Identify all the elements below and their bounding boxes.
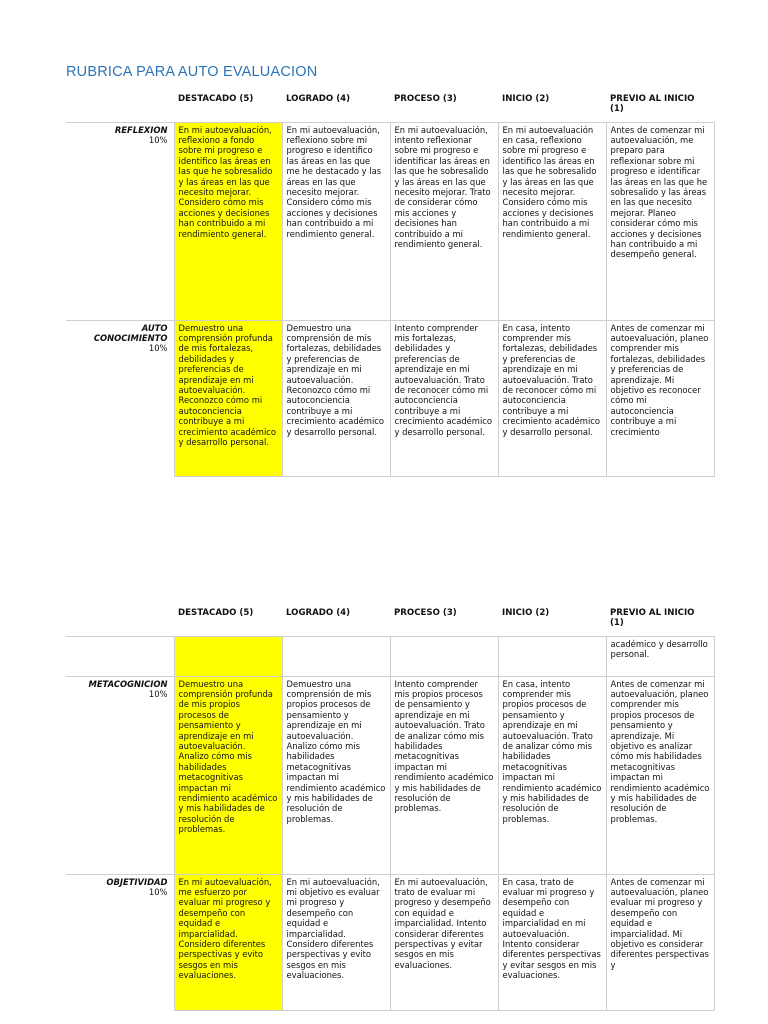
cell-previo: académico y desarrollo personal. [606, 636, 714, 676]
cell-proceso: En mi autoevaluación, trato de evaluar mi progreso y desempeño con equidad e imparcialidad. Intento considerar diferentes perspectivas y evitar sesgos en mis evaluaciones. [390, 874, 498, 1010]
header-row [66, 94, 714, 122]
criterion-name: REFLEXION [114, 124, 168, 135]
criterion-header [66, 608, 174, 636]
header-previo: PREVIO AL INICIO (1) [610, 94, 695, 114]
criterion-weight: 10% [148, 688, 168, 699]
row-reflexion [66, 122, 714, 320]
criterion-name: METACOGNICION [88, 678, 168, 689]
cell-previo: Antes de comenzar mi autoevaluación, me preparo para reflexionar sobre mi progreso e identificar las áreas en las que he sobresalido y las áreas en las que necesito mejorar. Planeo considerar cómo mis acciones y decisiones han contribuido a mi desempeño general. [606, 122, 714, 320]
cell-logrado: Demuestro una comprensión de mis fortalezas, debilidades y preferencias de aprendizaje en mi autoevaluación. Reconozco cómo mi autoconciencia contribuye a mi crecimiento académico y desarrollo personal. [282, 320, 390, 476]
cell-logrado: En mi autoevaluación, mi objetivo es evaluar mi progreso y desempeño con equidad e imparcialidad. Considero diferentes perspectivas y evito sesgos en mis evaluaciones. [282, 874, 390, 1010]
criterion-name: AUTO CONOCIMIENTO [93, 322, 168, 343]
row-continuation [66, 636, 714, 676]
cell-destacado: En mi autoevaluación, reflexiono a fondo sobre mi progreso e identifico las áreas en las que he sobresalido y las áreas en las que necesito mejorar. Considero cómo mis acciones y decisiones han contribuido a mi rendimiento general. [174, 122, 282, 320]
header-row [66, 608, 714, 636]
cell-proceso: Intento comprender mis fortalezas, debilidades y preferencias de aprendizaje en mi autoevaluación. Trato de reconocer cómo mi autoconciencia contribuye a mi crecimiento académico y desarrollo personal. [390, 320, 498, 476]
criterion-weight: 10% [148, 886, 168, 897]
header-inicio: INICIO (2) [502, 94, 550, 104]
cell-proceso: En mi autoevaluación, intento reflexionar sobre mi progreso e identificar las áreas en las que he sobresalido y las áreas en las que necesito mejorar. Trato de considerar cómo mis acciones y decisiones han contribuido a mi rendimiento general. [390, 122, 498, 320]
criterion-name: OBJETIVIDAD [106, 876, 168, 887]
document-title: RUBRICA PARA AUTO EVALUACION [66, 64, 318, 80]
criterion-cell [66, 320, 174, 476]
criterion-weight: 10% [148, 134, 168, 145]
cell-logrado [282, 636, 390, 676]
cell-destacado: Demuestro una comprensión profunda de mis fortalezas, debilidades y preferencias de aprendizaje en mi autoevaluación. Reconozco cómo mi autoconciencia contribuye a mi crecimiento académico y desarrollo personal. [174, 320, 282, 476]
header-previo: PREVIO AL INICIO (1) [610, 608, 695, 628]
criterion-cell [66, 636, 174, 676]
cell-inicio: En mi autoevaluación en casa, reflexiono sobre mi progreso e identifico las áreas en las que he sobresalido y las áreas en las que necesito mejorar. Considero cómo mis acciones y decisiones han contribuido a mi rendimiento general. [498, 122, 606, 320]
cell-inicio: En casa, intento comprender mis fortalezas, debilidades y preferencias de aprendizaje en mi autoevaluación. Trato de reconocer cómo mi autoconciencia contribuye a mi crecimiento académico y desarrollo personal. [498, 320, 606, 476]
header-destacado: DESTACADO (5) [178, 94, 254, 104]
criterion-header [66, 94, 174, 122]
cell-destacado: Demuestro una comprensión profunda de mis propios procesos de pensamiento y aprendizaje en mi autoevaluación. Analizo cómo mis habilidades metacognitivas impactan mi rendimiento académico y mis habilidades de resolución de problemas. [174, 676, 282, 874]
cell-logrado: En mi autoevaluación, reflexiono sobre mi progreso e identifico las áreas en las que me he destacado y las áreas en las que necesito mejorar. Considero cómo mis acciones y decisiones han contribuido a mi rendimiento general. [282, 122, 390, 320]
criterion-weight: 10% [148, 343, 168, 354]
cell-previo: Antes de comenzar mi autoevaluación, planeo comprender mis fortalezas, debilidades y preferencias de aprendizaje. Mi objetivo es reconocer cómo mi autoconciencia contribuye a mi crecimiento [606, 320, 714, 476]
header-destacado: DESTACADO (5) [178, 608, 254, 618]
cell-logrado: Demuestro una comprensión de mis propios procesos de pensamiento y aprendizaje en mi autoevaluación. Analizo cómo mis habilidades metacognitivas impactan mi rendimiento académico y mis habilidades de resolución de problemas. [282, 676, 390, 874]
header-logrado: LOGRADO (4) [286, 94, 351, 104]
header-logrado: LOGRADO (4) [286, 608, 351, 618]
cell-inicio: En casa, intento comprender mis propios procesos de pensamiento y aprendizaje en mi autoevaluación. Trato de analizar cómo mis habilidades metacognitivas impactan mi rendimiento académico y mis habilidades de resolución de problemas. [498, 676, 606, 874]
header-proceso: PROCESO (3) [394, 608, 457, 618]
cell-proceso: Intento comprender mis propios procesos de pensamiento y aprendizaje en mi autoevaluación. Trato de analizar cómo mis habilidades metacognitivas impactan mi rendimiento académico y mis habilidades de resolución de problemas. [390, 676, 498, 874]
cell-proceso [390, 636, 498, 676]
criterion-cell [66, 874, 174, 1010]
cell-inicio: En casa, trato de evaluar mi progreso y desempeño con equidad e imparcialidad en mi autoevaluación. Intento considerar diferentes perspectivas y evitar sesgos en mis evaluaciones. [498, 874, 606, 1010]
cell-previo: Antes de comenzar mi autoevaluación, planeo comprender mis propios procesos de pensamiento y aprendizaje. Mi objetivo es analizar cómo mis habilidades metacognitivas impactan mi rendimiento académico y mis habilidades de resolución de problemas. [606, 676, 714, 874]
row-metacognicion [66, 676, 714, 874]
criterion-cell [66, 676, 174, 874]
cell-destacado: En mi autoevaluación, me esfuerzo por evaluar mi progreso y desempeño con equidad e imparcialidad. Considero diferentes perspectivas y evito sesgos en mis evaluaciones. [174, 874, 282, 1010]
header-inicio: INICIO (2) [502, 608, 550, 618]
row-objetividad [66, 874, 714, 1010]
header-proceso: PROCESO (3) [394, 94, 457, 104]
row-autoconocimiento [66, 320, 714, 476]
rubric-table-top [66, 94, 715, 477]
rubric-table-bottom [66, 608, 715, 1011]
criterion-cell [66, 122, 174, 320]
cell-inicio [498, 636, 606, 676]
cell-previo: Antes de comenzar mi autoevaluación, planeo evaluar mi progreso y desempeño con equidad e imparcialidad. Mi objetivo es considerar diferentes perspectivas y [606, 874, 714, 1010]
cell-destacado [174, 636, 282, 676]
